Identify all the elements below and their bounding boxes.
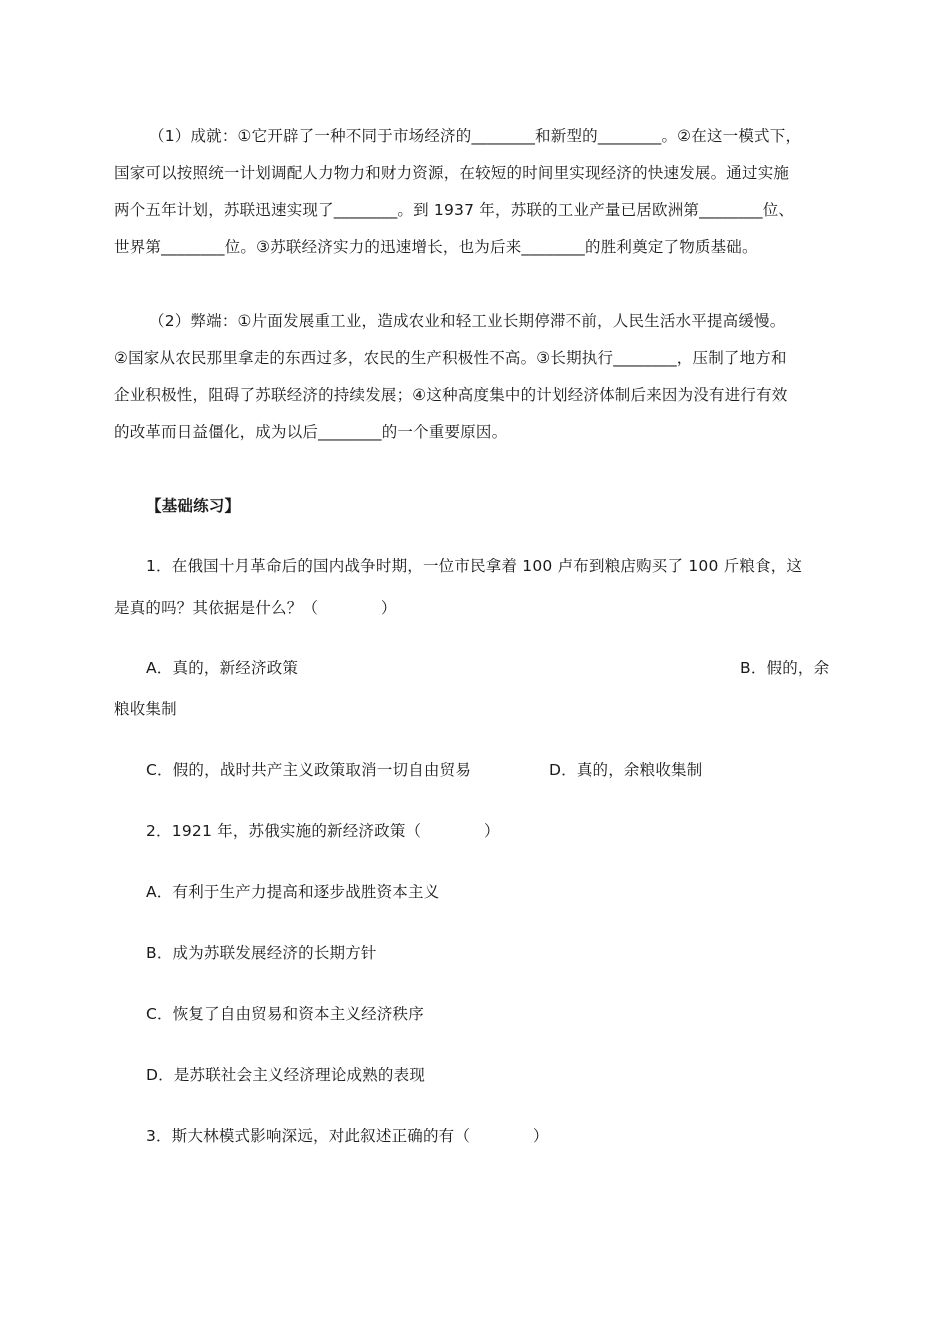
q1-option-b: B．假的，余 (740, 659, 830, 677)
q1-stem-line-2: 是真的吗？其依据是什么？（ ） (114, 599, 397, 617)
q1-option-b-continued: 粮收集制 (114, 700, 177, 718)
q1-option-d: D．真的，余粮收集制 (549, 761, 703, 779)
q1-option-c: C．假的，战时共产主义政策取消一切自由贸易 (146, 761, 472, 779)
drawbacks-line-4: 的改革而日益僵化，成为以后________的一个重要原因。 (114, 423, 508, 441)
q1-option-a: A．真的，新经济政策 (146, 659, 299, 677)
q3-stem: 3．斯大林模式影响深远，对此叙述正确的有（ ） (146, 1127, 549, 1145)
q2-option-b: B．成为苏联发展经济的长期方针 (146, 944, 377, 962)
q2-option-c: C．恢复了自由贸易和资本主义经济秩序 (146, 1005, 424, 1023)
achievements-paragraph (114, 118, 838, 266)
achievements-line-2: 国家可以按照统一计划调配人力物力和财力资源，在较短的时间里实现经济的快速发展。通过实施 (114, 164, 790, 182)
q1-stem-line-1: 1．在俄国十月革命后的国内战争时期，一位市民拿着 100 卢布到粮店购买了 100 斤粮食，这 (146, 557, 803, 575)
section-title: 【基础练习】 (146, 497, 241, 515)
drawbacks-line-1: （2）弊端：①片面发展重工业，造成农业和轻工业长期停滞不前，人民生活水平提高缓慢。 (149, 312, 786, 330)
achievements-line-4: 世界第________位。③苏联经济实力的迅速增长，也为后来________的胜利奠定了物质基础。 (114, 238, 758, 256)
achievements-line-3: 两个五年计划，苏联迅速实现了________。到 1937 年，苏联的工业产量已居欧洲第________位、 (114, 201, 795, 219)
q2-stem: 2．1921 年，苏俄实施的新经济政策（ ） (146, 822, 500, 840)
q2-option-a: A．有利于生产力提高和逐步战胜资本主义 (146, 883, 440, 901)
drawbacks-line-2: ②国家从农民那里拿走的东西过多，农民的生产积极性不高。③长期执行________，压制了地方和 (114, 349, 787, 367)
q2-option-d: D．是苏联社会主义经济理论成熟的表现 (146, 1066, 426, 1084)
drawbacks-paragraph (114, 303, 838, 451)
drawbacks-line-3: 企业积极性，阻碍了苏联经济的持续发展；④这种高度集中的计划经济体制后来因为没有进行有效 (114, 386, 788, 404)
achievements-line-1: （1）成就：①它开辟了一种不同于市场经济的________和新型的________。②在这一模式下， (149, 127, 802, 145)
